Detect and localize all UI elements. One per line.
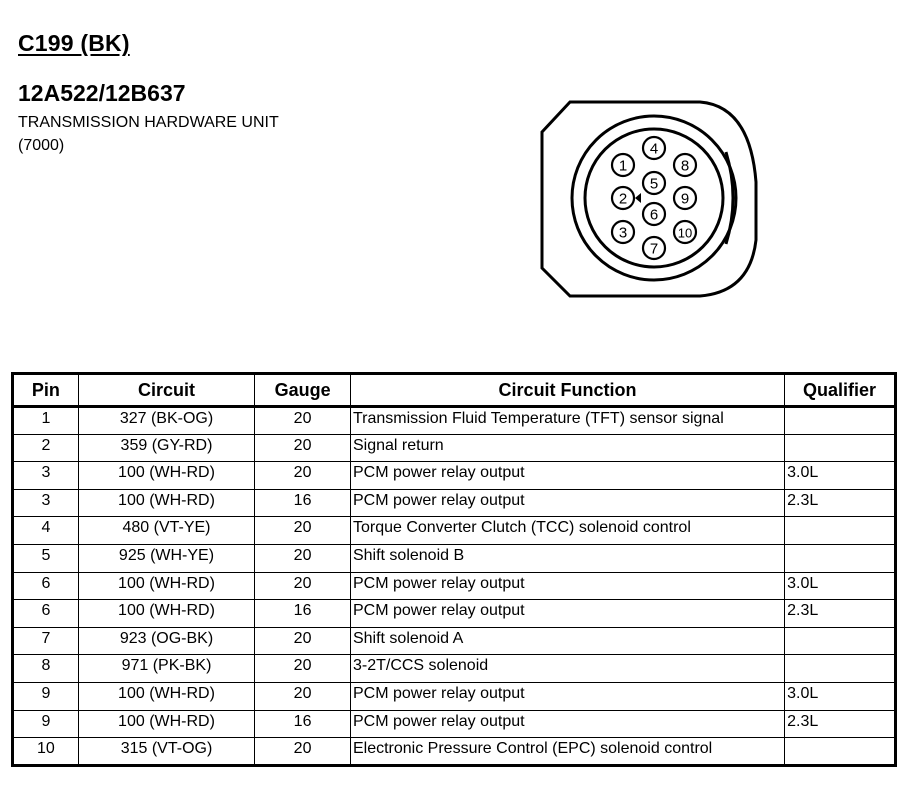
gauge-cell: 16 xyxy=(255,489,351,517)
function-cell: Shift solenoid B xyxy=(350,544,784,572)
pinout-table xyxy=(11,372,897,767)
circuit-cell: 100 (WH-RD) xyxy=(78,710,254,738)
table-row xyxy=(13,738,896,766)
qualifier-cell xyxy=(785,655,896,683)
header-circuit: Circuit xyxy=(78,374,254,407)
table-row xyxy=(13,710,896,738)
pin-cell: 4 xyxy=(13,517,79,545)
function-cell: PCM power relay output xyxy=(350,710,784,738)
connector-pin xyxy=(674,154,696,176)
connector-pin xyxy=(612,154,634,176)
pin-cell: 2 xyxy=(13,434,79,462)
pin-label: 1 xyxy=(618,157,628,175)
pin-cell: 1 xyxy=(13,407,79,435)
gauge-cell: 20 xyxy=(255,544,351,572)
table-row xyxy=(13,627,896,655)
gauge-cell: 20 xyxy=(255,407,351,435)
gauge-cell: 20 xyxy=(255,572,351,600)
pin-cell: 6 xyxy=(13,572,79,600)
circuit-cell: 923 (OG-BK) xyxy=(78,627,254,655)
qualifier-cell: 3.0L xyxy=(785,682,896,710)
qualifier-cell: 2.3L xyxy=(785,600,896,628)
pin-cell: 3 xyxy=(13,462,79,490)
part-number: 12A522/12B637 xyxy=(18,80,186,106)
table-header-row xyxy=(13,374,896,407)
qualifier-cell xyxy=(785,407,896,435)
circuit-cell: 971 (PK-BK) xyxy=(78,655,254,683)
header-pin: Pin xyxy=(13,374,79,407)
gauge-cell: 20 xyxy=(255,434,351,462)
gauge-cell: 20 xyxy=(255,738,351,766)
qualifier-cell xyxy=(785,544,896,572)
pin-cell: 6 xyxy=(13,600,79,628)
pin-label: 6 xyxy=(649,206,659,224)
qualifier-cell xyxy=(785,627,896,655)
header-function: Circuit Function xyxy=(350,374,784,407)
pin-label: 3 xyxy=(618,224,628,242)
connector-id: C199 (BK) xyxy=(18,30,130,56)
circuit-cell: 925 (WH-YE) xyxy=(78,544,254,572)
pin-label: 8 xyxy=(680,157,690,175)
connector-pin xyxy=(643,172,665,194)
function-cell: PCM power relay output xyxy=(350,489,784,517)
function-cell: 3-2T/CCS solenoid xyxy=(350,655,784,683)
gauge-cell: 20 xyxy=(255,462,351,490)
pin-label: 7 xyxy=(649,240,659,258)
qualifier-cell xyxy=(785,517,896,545)
gauge-cell: 20 xyxy=(255,655,351,683)
function-cell: PCM power relay output xyxy=(350,572,784,600)
function-cell: Signal return xyxy=(350,434,784,462)
function-cell: Torque Converter Clutch (TCC) solenoid control xyxy=(350,517,784,545)
table-row xyxy=(13,600,896,628)
pin-cell: 3 xyxy=(13,489,79,517)
table-row xyxy=(13,655,896,683)
function-cell: PCM power relay output xyxy=(350,600,784,628)
table-row xyxy=(13,517,896,545)
function-cell: PCM power relay output xyxy=(350,682,784,710)
connector-pin xyxy=(643,237,665,259)
pin-cell: 7 xyxy=(13,627,79,655)
qualifier-cell: 3.0L xyxy=(785,462,896,490)
header-gauge: Gauge xyxy=(255,374,351,407)
table-row xyxy=(13,572,896,600)
table-row xyxy=(13,682,896,710)
component-code: (7000) xyxy=(18,137,65,154)
pin-label: 9 xyxy=(680,190,690,208)
pin-cell: 9 xyxy=(13,682,79,710)
circuit-cell: 100 (WH-RD) xyxy=(78,682,254,710)
gauge-cell: 16 xyxy=(255,710,351,738)
qualifier-cell: 2.3L xyxy=(785,710,896,738)
pin-label: 2 xyxy=(618,190,628,208)
gauge-cell: 20 xyxy=(255,682,351,710)
connector-pin xyxy=(612,187,634,209)
gauge-cell: 20 xyxy=(255,517,351,545)
connector-pin xyxy=(612,221,634,243)
pin-cell: 9 xyxy=(13,710,79,738)
pin-label: 10 xyxy=(677,225,693,241)
circuit-cell: 100 (WH-RD) xyxy=(78,462,254,490)
qualifier-cell xyxy=(785,434,896,462)
connector-pin xyxy=(674,221,696,243)
circuit-cell: 327 (BK-OG) xyxy=(78,407,254,435)
circuit-cell: 359 (GY-RD) xyxy=(78,434,254,462)
component-description: TRANSMISSION HARDWARE UNIT xyxy=(18,114,279,131)
table-row xyxy=(13,434,896,462)
pin-label: 5 xyxy=(649,175,659,193)
table-row xyxy=(13,544,896,572)
table-row xyxy=(13,407,896,435)
pin-cell: 10 xyxy=(13,738,79,766)
function-cell: Electronic Pressure Control (EPC) solenoid control xyxy=(350,738,784,766)
circuit-cell: 480 (VT-YE) xyxy=(78,517,254,545)
pin-cell: 5 xyxy=(13,544,79,572)
function-cell: PCM power relay output xyxy=(350,462,784,490)
connector-pin xyxy=(643,137,665,159)
connector-pin xyxy=(643,203,665,225)
gauge-cell: 16 xyxy=(255,600,351,628)
pin-label: 4 xyxy=(649,140,659,158)
circuit-cell: 315 (VT-OG) xyxy=(78,738,254,766)
header-qualifier: Qualifier xyxy=(785,374,896,407)
connector-pin xyxy=(674,187,696,209)
table-row xyxy=(13,489,896,517)
qualifier-cell: 3.0L xyxy=(785,572,896,600)
pin-cell: 8 xyxy=(13,655,79,683)
connector-face-diagram xyxy=(530,92,760,304)
function-cell: Shift solenoid A xyxy=(350,627,784,655)
function-cell: Transmission Fluid Temperature (TFT) sensor signal xyxy=(350,407,784,435)
gauge-cell: 20 xyxy=(255,627,351,655)
circuit-cell: 100 (WH-RD) xyxy=(78,489,254,517)
qualifier-cell: 2.3L xyxy=(785,489,896,517)
circuit-cell: 100 (WH-RD) xyxy=(78,572,254,600)
table-row xyxy=(13,462,896,490)
qualifier-cell xyxy=(785,738,896,766)
circuit-cell: 100 (WH-RD) xyxy=(78,600,254,628)
